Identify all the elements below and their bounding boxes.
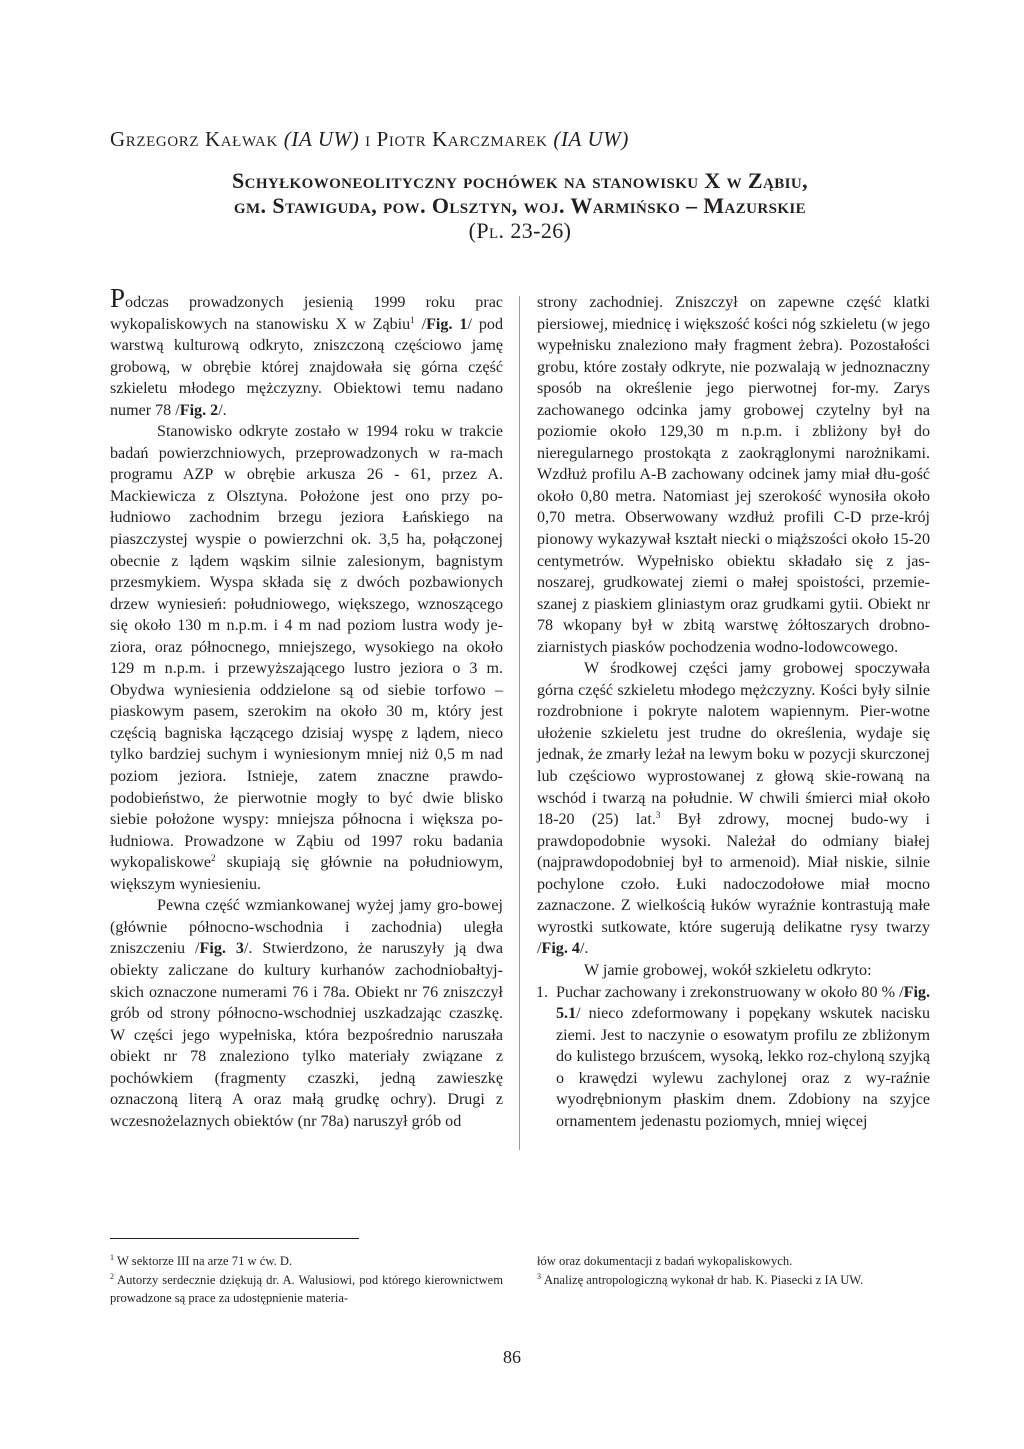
paragraph: Pewna część wzmiankowanej wyżej jamy gro-bowej (głównie północno-wschodnia i zachodnia) uległa zniszczeniu /Fig. 3/. Stwierdzono, że naruszyły ją dwa obiekty zaliczane do kultury kurhanów zachodniobałtyj-skich oznaczone numerami 76 i 78a. Obiekt nr 76 zniszczył grób od strony północno-wschodniej uszkadzając czaszkę. W części jego wypełniska, która bezpośrednio naruszała obiekt nr 78 znaleziono tylko materiały związane z pochówkiem (fragmenty czaszki, jedną zawieszkę oznaczoną literą A oraz małą grudkę ochry). Drugi z wczesnożelaznych obiektów (nr 78a) naruszył grób od bbox=[110, 897, 504, 1130]
list-item: 1. Puchar zachowany i zrekonstruowany w około 80 % /Fig. 5.1/ nieco zdeformowany i popękany wskutek nacisku ziemi. Jest to naczynie o esowatym profilu ze zbliżonym do kulistego brzuścem, wysoką, lekko roz-chyloną szyjką o krawędzi wylewu zachylonej oraz z wy-raźnie wyodrębnionym płaskim dnem. Zdobiony na szyjce ornamentem jedenastu poziomych, mniej więcej bbox=[536, 983, 930, 1130]
author-1-affiliation: (IA UW) bbox=[283, 127, 360, 151]
footnote: $^1$ W sektorze III na arze 71 w ćw. D. bbox=[110, 1253, 293, 1268]
figure-reference: Fig. 4 bbox=[541, 940, 580, 958]
footnote-number: 2 bbox=[110, 1272, 114, 1281]
author-2-affiliation: (IA UW) bbox=[553, 127, 629, 151]
right-column bbox=[537, 292, 930, 1132]
author-1: Grzegorz Kałwak bbox=[110, 127, 278, 151]
figure-reference: Fig. 2 bbox=[179, 401, 219, 419]
paragraph: strony zachodniej. Zniszczył on zapewne część klatki piersiowej, miednicę i większość kości nóg szkieletu (w jego wypełnisku znaleziono mały fragment żebra). Pozostałości grobu, które zostały odkryte, nie pozwalają w jednoznaczny sposób na określenie jego pierwotnej for-my. Zarys zachowanego odcinka jamy grobowej czytelny był na poziomie około 129,30 m n.p.m. i zbliżony był do nieregularnego prostokąta z zaokrąglonymi narożnikami. Wzdłuż profilu A-B zachowany odcinek jamy miał dłu-gość około 0,80 metra. Natomiast jej szerokość wynosiła około 0,70 metra. Obserwowany wzdłuż profili C-D prze-krój pionowy wykazywał kształt niecki o miąższości około 15-20 centymetrów. Wypełnisko obiektu składało się z jas-noszarej, grudkowatej ziemi o małej spoistości, przemie-szanej z piaskiem gliniastym oraz grudkami gytii. Obiekt nr 78 wkopany był w zbitą warstwę żółtoszarych drobno-ziarnistych piasków pochodzenia wodno-lodowcowego. bbox=[537, 294, 930, 656]
title-plate-reference: (Pl. 23-26) bbox=[468, 218, 572, 243]
figure-reference: Fig. 5.1 bbox=[556, 983, 930, 1023]
title-line-2: gm. Stawiguda, pow. Olsztyn, woj. Warmińsko – Mazurskie bbox=[233, 193, 807, 218]
footnote-rule bbox=[110, 1238, 359, 1239]
footnote-marker: 2 bbox=[211, 853, 216, 864]
paragraph: W środkowej części jamy grobowej spoczywała górna część szkieletu młodego mężczyzny. Kości były silnie rozdrobnione i pokryte nalotem wapiennym. Pier-wotne ułożenie szkieletu jest trudne do określenia, wydaje się jednak, że zmarły leżał na lewym boku w pozycji skurczonej lub częściowo wyprostowanej z głową skie-rowaną na wschód i twarzą na południe. W chwili śmierci miał około 18-20 (25) lat.$^3$ Był zdrowy, mocnej budo-wy i prawdopodobnie wysoki. Należał do odmiany białej (najprawdopodobniej był to armenoid). Miał niskie, silnie pochylone czoło. Łuki nadoczodołowe miał mocno zaznaczone. Z wielkością łuków wyraźnie kontrastują małe wyrostki sutkowate, które sugerują delikatne rysy twarzy /Fig. 4/. bbox=[537, 660, 930, 958]
footnotes-right bbox=[537, 1252, 930, 1290]
paragraph: Podczas prowadzonych jesienią 1999 roku prac wykopaliskowych na stanowisku X w Ząbiu$^1$ /Fig. 1/ pod warstwą kulturową odkryto, zniszczoną częściowo jamę grobową, w obrębie której znajdowała się górna część szkieletu młodego mężczyzny. Obiektowi temu nadano numer 78 /Fig. 2/. bbox=[110, 283, 503, 419]
left-column bbox=[110, 283, 504, 1132]
footnote-number: 1 bbox=[110, 1253, 114, 1262]
drop-cap: P bbox=[110, 283, 126, 313]
footnote-number: 3 bbox=[537, 1272, 541, 1281]
finds-list bbox=[537, 982, 930, 1133]
paragraph: Stanowisko odkryte zostało w 1994 roku w trakcie badań powierzchniowych, przeprowadzonych w ra-mach programu AZP w obrębie arkusza 26 - 61, przez A. Mackiewicza z Olsztyna. Położone jest ono przy po-łudniowo zachodnim brzegu jeziora Łańskiego na piaszczystej wyspie o powierzchni ok. 3,5 ha, połączonej obecnie z lądem wąskim silnie zalesionym, bagnistym przesmykiem. Wyspa składa się z dwóch pozbawionych drzew wyniesień: południowego, większego, wznoszącego się około 130 m n.p.m. i 4 m nad poziom lustra wody je-ziora, oraz północnego, mniejszego, wysokiego na około 129 m n.p.m. i przewyższającego lustro jeziora o 3 m. Obydwa wyniesienia oddzielone są od siebie torfowo – piaskowym pasem, szerokim na około 30 m, który jest częścią bagniska łączącego dzisiaj wyspę z lądem, nieco tylko bardziej suchym i wyniesionym mniej niż 0,5 m nad poziom jeziora. Istnieje, zatem znaczne prawdo-podobieństwo, że pierwotnie mogły to być dwie blisko siebie położone wyspy: mniejsza północna i większa po-łudniowa. Prowadzone w Ząbiu od 1997 roku badania wykopaliskowe$^2$ skupiają się głównie na południowym, większym wyniesieniu. bbox=[110, 423, 503, 893]
footnote-marker: 1 bbox=[410, 314, 415, 325]
column-divider bbox=[519, 296, 520, 1150]
footnote: $^3$ Analizę antropologiczną wykonał dr hab. K. Piasecki z IA UW. bbox=[537, 1272, 864, 1287]
list-item-number: 1. bbox=[536, 983, 549, 1001]
figure-reference: Fig. 3 bbox=[199, 940, 244, 958]
footnote: $^2$ Autorzy serdecznie dziękują dr. A. Walusiowi, pod którego kierownictwem prowadzone są prace za udostępnienie materia- bbox=[110, 1272, 503, 1305]
article-title bbox=[110, 168, 930, 243]
footnote-marker: 3 bbox=[655, 810, 661, 821]
author-conjunction: i bbox=[365, 127, 371, 151]
paragraph: W jamie grobowej, wokół szkieletu odkryto: bbox=[584, 961, 872, 979]
author-line bbox=[110, 127, 930, 152]
page-number: 86 bbox=[503, 1347, 521, 1367]
author-2: Piotr Karczmarek bbox=[376, 127, 548, 151]
footnote-continuation: łów oraz dokumentacji z badań wykopaliskowych. bbox=[537, 1254, 793, 1268]
title-line-1: Schyłkowoneolityczny pochówek na stanowisku X w Ząbiu, bbox=[231, 168, 808, 193]
footnotes-left bbox=[110, 1252, 503, 1308]
figure-reference: Fig. 1 bbox=[426, 315, 468, 333]
